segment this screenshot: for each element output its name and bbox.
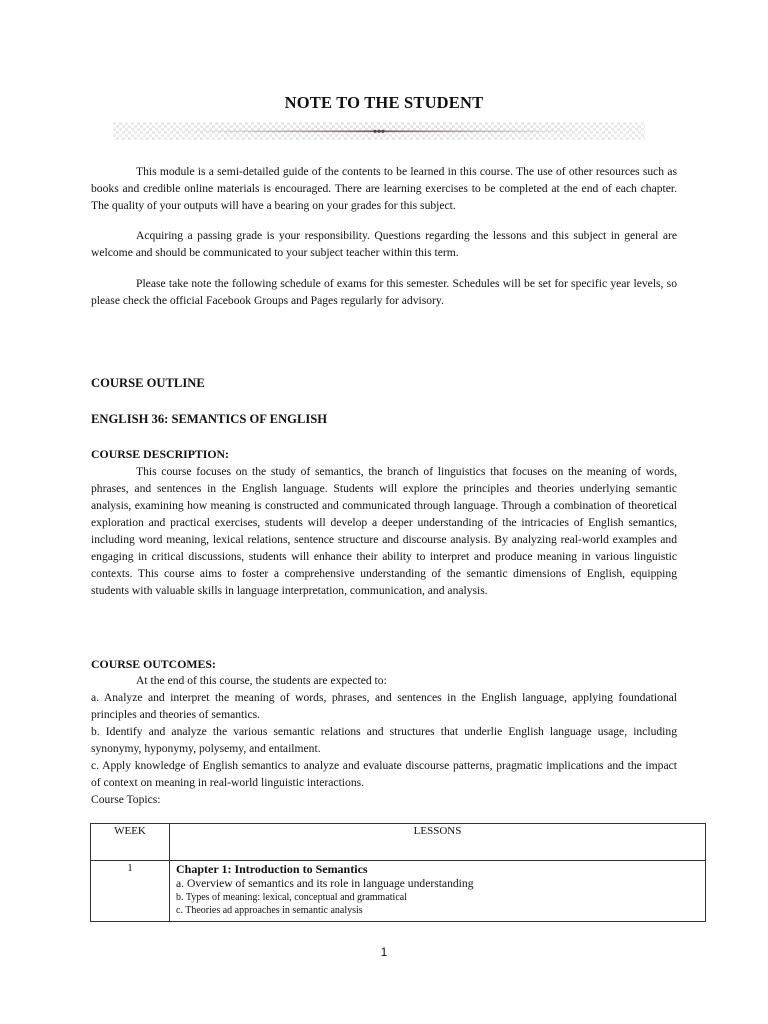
- lesson-item: b. Types of meaning: lexical, conceptual and grammatical: [176, 892, 407, 903]
- table-header-row: [91, 824, 706, 861]
- note-paragraph-2: Acquiring a passing grade is your responsibility. Questions regarding the lessons and this subject in general are welcome and should be communicated to your subject teacher within this term.: [91, 229, 677, 259]
- course-outcomes-list: [91, 672, 677, 808]
- outcome-c: c. Apply knowledge of English semantics to analyze and evaluate discourse patterns, pragmatic implications and the impact of context on meaning in real-world linguistic interactions.: [91, 759, 677, 789]
- course-description-text: This course focuses on the study of semantics, the branch of linguistics that focuses on the meaning of words, phrases, and sentences in the English language. Students will explore the principles and theories underlying semantic analysis, examining how meaning is constructed and communicated through language. Through a combination of theoretical exploration and practical exercises, students will develop a deeper understanding of the intricacies of English semantics, including word meaning, lexical relations, sentence structure and discourse analysis. By analyzing real-world examples and engaging in critical discussions, students will enhance their ability to interpret and produce meaning in various linguistic contexts. This course aims to foster a comprehensive understanding of the semantic dimensions of English, equipping students with valuable skills in language interpretation, communication, and analysis.: [91, 465, 677, 597]
- course-topics-table: [90, 823, 706, 922]
- note-paragraph-3: Please take note the following schedule of exams for this semester. Schedules will be set for specific year levels, so please check the official Facebook Groups and Pages regularly for advisory.: [91, 277, 677, 307]
- ornamental-divider: [113, 122, 645, 140]
- note-paragraph-1: This module is a semi-detailed guide of the contents to be learned in this course. The use of other resources such as books and credible online materials is encouraged. There are learning exercises to be completed at the end of each chapter. The quality of your outputs will have a bearing on your grades for this subject.: [91, 165, 677, 212]
- lesson-item: a. Overview of semantics and its role in language understanding: [176, 877, 474, 890]
- outcome-a: a. Analyze and interpret the meaning of words, phrases, and sentences in the English language, applying foundational principles and theories of semantics.: [91, 691, 677, 721]
- lesson-item: c. Theories ad approaches in semantic analysis: [176, 905, 363, 916]
- page-number: 1: [380, 945, 388, 959]
- course-outcomes-heading: COURSE OUTCOMES:: [91, 657, 216, 671]
- week-cell: 1: [91, 861, 170, 922]
- lessons-column-header: LESSONS: [170, 824, 706, 861]
- page-title: NOTE TO THE STUDENT: [284, 93, 484, 112]
- course-outline-heading: COURSE OUTLINE: [91, 376, 205, 390]
- outcomes-intro: At the end of this course, the students are expected to:: [136, 674, 387, 687]
- table-row: [91, 861, 706, 922]
- lesson-cell: [170, 861, 706, 922]
- course-title-heading: ENGLISH 36: SEMANTICS OF ENGLISH: [91, 412, 328, 426]
- chapter-title: Chapter 1: Introduction to Semantics: [176, 862, 368, 876]
- course-topics-label: Course Topics:: [91, 793, 161, 806]
- week-column-header: WEEK: [91, 824, 170, 861]
- outcome-b: b. Identify and analyze the various semantic relations and structures that underlie English language usage, including synonymy, hyponymy, polysemy, and entailment.: [91, 725, 677, 755]
- course-description-heading: COURSE DESCRIPTION:: [91, 447, 229, 461]
